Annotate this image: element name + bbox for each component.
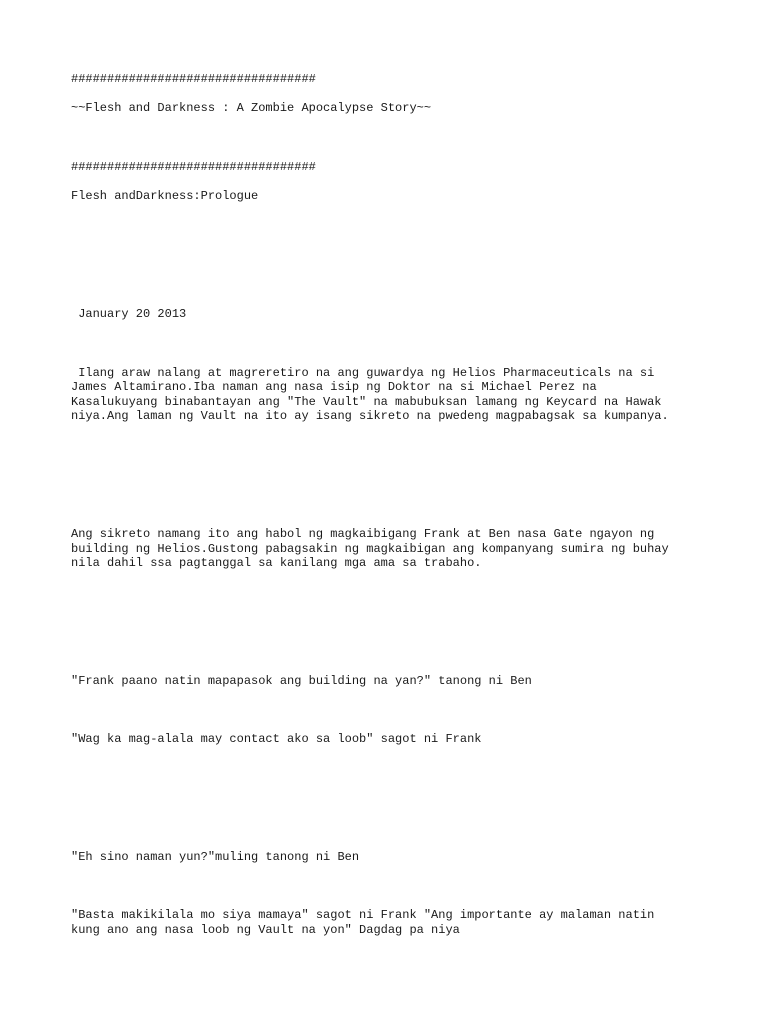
dialogue-line: "Frank paano natin mapapasok ang building na yan?" tanong ni Ben [71,674,532,688]
paragraph-line: Kasalukuyang binabantayan ang "The Vault" na mabubuksan lamang ng Keycard na Hawak [71,395,662,409]
separator-line: ################################## [71,160,316,174]
paragraph-line: building ng Helios.Gustong pabagsakin ng magkaibigan ang kompanyang sumira ng buhay [71,542,669,556]
separator-line: ################################## [71,72,316,86]
story-title: ~~Flesh and Darkness : A Zombie Apocalypse Story~~ [71,101,432,115]
chapter-heading: Flesh andDarkness:Prologue [71,189,259,203]
date-line: January 20 2013 [71,307,187,321]
dialogue-line: "Eh sino naman yun?"muling tanong ni Ben [71,850,360,864]
paragraph-line: James Altamirano.Iba naman ang nasa isip ng Doktor na si Michael Perez na [71,380,597,394]
paragraph-line: nila dahil ssa pagtanggal sa kanilang mga ama sa trabaho. [71,556,482,570]
paragraph-line: Ilang araw nalang at magreretiro na ang guwardya ng Helios Pharmaceuticals na si [71,366,655,380]
paragraph-line: "Basta makikilala mo siya mamaya" sagot ni Frank "Ang importante ay malaman natin [71,908,655,922]
paragraph-line: niya.Ang laman ng Vault na ito ay isang sikreto na pwedeng magpabagsak sa kumpanya. [71,409,669,423]
paragraph-line: Ang sikreto namang ito ang habol ng magkaibigang Frank at Ben nasa Gate ngayon ng [71,527,655,541]
paragraph-line: kung ano ang nasa loob ng Vault na yon" Dagdag pa niya [71,923,460,937]
dialogue-line: "Wag ka mag-alala may contact ako sa loob" sagot ni Frank [71,732,482,746]
